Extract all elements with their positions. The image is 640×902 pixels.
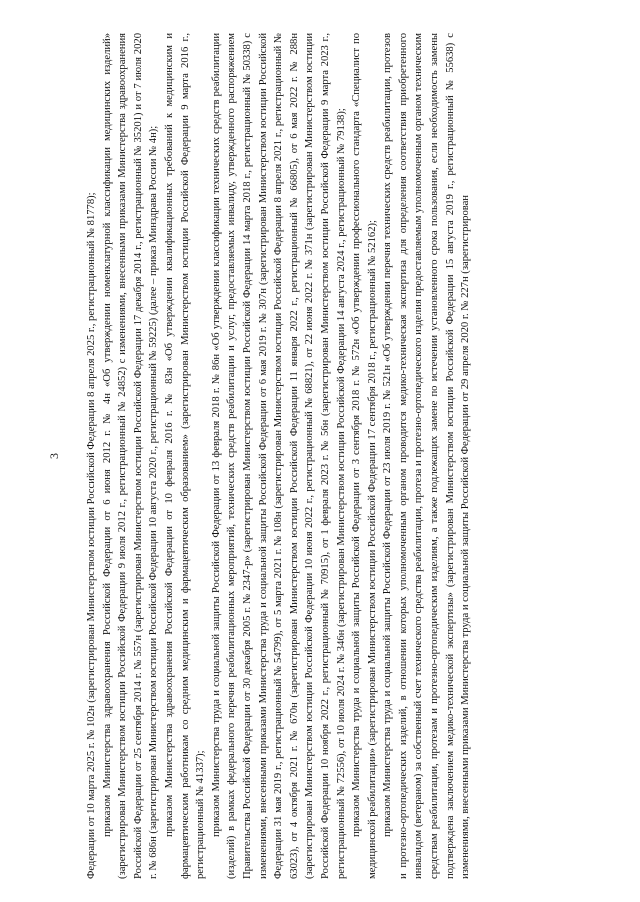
rotated-text-frame bbox=[44, 33, 600, 879]
paragraph-4: приказом Министерства труда и социальной защиты Российской Федерации от 13 февраля 2018 г. № 86н «Об утверждении классификации технических средств реабилитации (изделий) в рамках федерального перечня реабилитационных мероприятий, технических средств реабилитации и услуг, предоставляемых инвалиду, утвержденного распоряжением Правительства Российской Федерации от 30 декабря 2005 г. № 2347-р» (зарегистрирован Министерством юстиции Российской Федерации 14 марта 2018 г., регистрационный № 50338) с изменениями, внесенными приказами Министерства труда и социальной защиты Российской Федерации от 6 мая 2019 г. № 307н (зарегистрирован Министерством юстиции Российской Федерации 31 мая 2019 г., регистрационный № 54799), от 5 марта 2021 г. № 108н (зарегистрирован Министерством юстиции Российской Федерации 8 апреля 2021 г., регистрационный № 63023), от 4 октября 2021 г. № 670н (зарегистрирован Министерством юстиции Российской Федерации 11 января 2022 г., регистрационный № 66805), от 6 мая 2022 г. № 288н (зарегистрирован Министерством юстиции Российской Федерации 10 июня 2022 г., регистрационный № 68821), от 22 июня 2022 г. № 371н (зарегистрирован Министерством юстиции Российской Федерации 10 ноября 2022 г., регистрационный № 70915), от 1 февраля 2023 г. № 56н (зарегистрирован Министерством юстиции Российской Федерации 9 марта 2023 г., регистрационный № 72556), от 10 июля 2024 г. № 346н (зарегистрирован Министерством юстиции Российской Федерации 14 августа 2024 г., регистрационный № 79138); bbox=[210, 33, 347, 879]
paragraph-5: приказом Министерства труда и социальной защиты Российской Федерации от 3 сентября 2018 г. № 572н «Об утверждении профессионального стандарта «Специалист по медицинской реабилитации» (зарегистрирован Министерством юстиции Российской Федерации 17 сентября 2018 г., регистрационный № 52162); bbox=[351, 33, 378, 879]
page-number: 3 bbox=[47, 453, 61, 459]
paragraph-3: приказом Министерства здравоохранения Российской Федерации от 10 февраля 2016 г. № 83н «Об утверждении квалификационных требований к медицинским и фармацевтическим работникам со средним медицинским и фармацевтическим образованием» (зарегистрирован Министерством юстиции Российской Федерации 9 марта 2016 г., регистрационный № 41337); bbox=[163, 33, 207, 879]
body-text bbox=[84, 33, 600, 879]
paragraph-6: приказом Министерства труда и социальной защиты Российской Федерации от 23 июля 2019 г. № 521н «Об утверждении перечня технических средств реабилитации, протезов и протезно-ортопедических изделий, в отношении которых уполномоченным органом проводится медико-техническая экспертиза для определения соответствия приобретенного инвалидом (ветераном) за собственный счет технического средства реабилитации, протеза и протезно-ортопедического изделия предоставляемым уполномоченным органом техническим средствам реабилитации, протезам и протезно-ортопедическим изделиям, а также подлежащих замене по истечении установленного срока пользования, если необходимость замены подтверждена заключением медико-технической экспертизы» (зарегистрирован Министерством юстиции Российской Федерации 15 августа 2019 г., регистрационный № 55638) с изменениями, внесенными приказами Министерства труда и социальной защиты Российской Федерации от 29 апреля 2020 г. № 227н (зарегистрирован bbox=[382, 33, 472, 879]
paragraph-2: приказом Министерства здравоохранения Российской Федерации от 6 июня 2012 г. № 4н «Об утверждении номенклатурной классификации медицинских изделий» (зарегистрирован Министерством юстиции Российской Федерации 9 июля 2012 г., регистрационный № 24852) с изменениями, внесенными приказами Министерства здравоохранения Российской Федерации от 25 сентября 2014 г. № 557н (зарегистрирован Министерством юстиции Российской Федерации 17 декабря 2014 г., регистрационный № 35201) и от 7 июля 2020 г. № 686н (зарегистрирован Министерством юстиции Российской Федерации 10 августа 2020 г., регистрационный № 59225) (далее – приказ Минздрава России № 4н); bbox=[101, 33, 160, 879]
paragraph-1: Федерации от 10 марта 2025 г. № 102н (зарегистрирован Министерством юстиции Российской Федерации 8 апреля 2025 г., регистрационный № 81778); bbox=[86, 192, 97, 879]
